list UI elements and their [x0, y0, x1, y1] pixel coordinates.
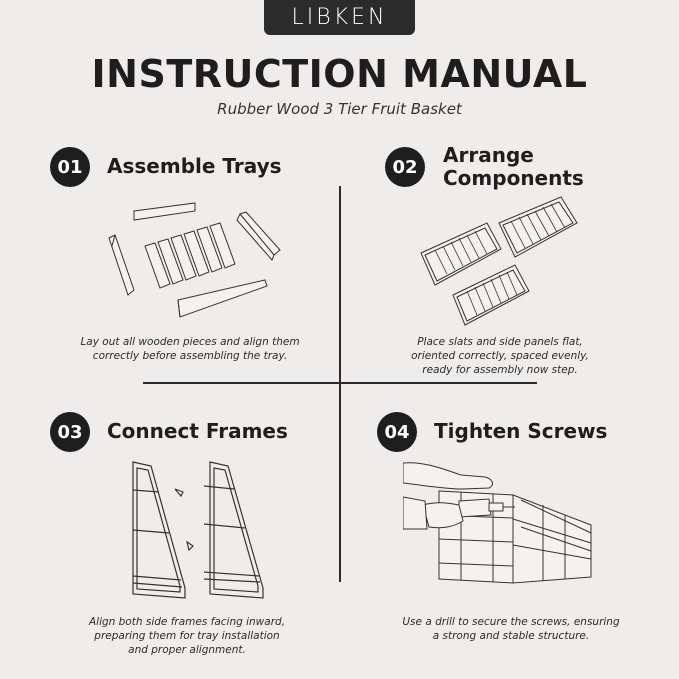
step-2-title-line: Components [443, 166, 584, 190]
step-4-number-badge: 04 [377, 412, 417, 452]
step-3-title: Connect Frames [107, 419, 288, 443]
step-4-title: Tighten Screws [434, 419, 608, 443]
step-1-caption-line: correctly before assembling the tray. [92, 350, 288, 362]
step-2-title [443, 144, 584, 190]
page-subtitle: Rubber Wood 3 Tier Fruit Basket [217, 100, 462, 118]
step-1-title: Assemble Trays [107, 154, 282, 178]
step-4-caption [388, 615, 634, 643]
step-2-caption [380, 335, 620, 377]
step-4-drill-assembly-illustration [403, 455, 598, 595]
step-2-caption-line: Place slats and side panels flat, [417, 336, 583, 348]
step-2-caption-line: ready for assembly now step. [422, 364, 578, 376]
step-1-tray-pieces-illustration [100, 198, 285, 323]
step-3-number-badge: 03 [50, 412, 90, 452]
divider-vertical [339, 186, 341, 582]
step-3-caption [62, 615, 312, 657]
step-1-caption [52, 335, 328, 363]
step-4-caption-line: a strong and stable structure. [432, 630, 590, 642]
step-3-caption-line: and proper alignment. [128, 644, 246, 656]
step-2-title-line: Arrange [443, 143, 534, 167]
page-title: INSTRUCTION MANUAL [91, 52, 588, 96]
step-2-caption-line: oriented correctly, spaced evenly, [411, 350, 589, 362]
step-1-caption-line: Lay out all wooden pieces and align them [80, 336, 300, 348]
step-2-number-badge: 02 [385, 147, 425, 187]
step-3-caption-line: preparing them for tray installation [94, 630, 280, 642]
step-3-side-frames-illustration [125, 458, 270, 603]
step-3-caption-line: Align both side frames facing inward, [88, 616, 286, 628]
brand-logo: LIBKEN [264, 0, 415, 35]
step-2-trays-illustration [415, 193, 590, 333]
step-1-number-badge: 01 [50, 147, 90, 187]
divider-horizontal [143, 382, 537, 384]
step-4-caption-line: Use a drill to secure the screws, ensuring [402, 616, 620, 628]
